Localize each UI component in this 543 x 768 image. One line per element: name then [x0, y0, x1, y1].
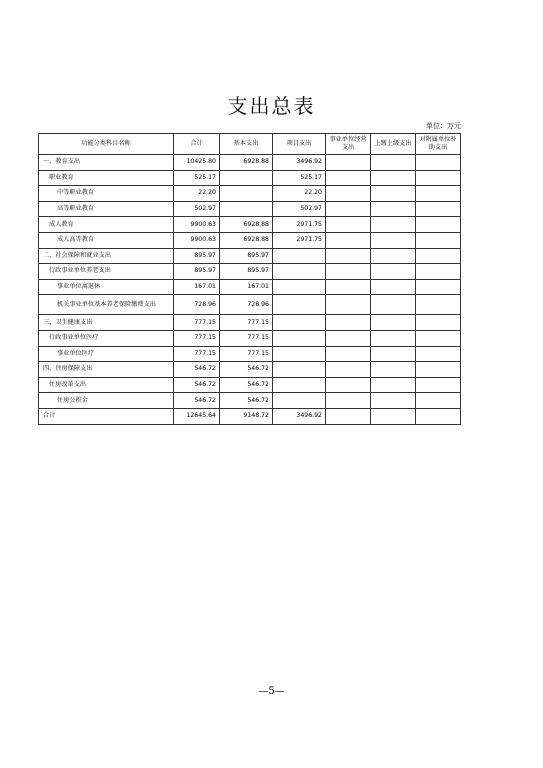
- cell-project: 502.97: [273, 201, 326, 217]
- cell-total: 546.72: [174, 393, 220, 409]
- cell-subsidy: [416, 279, 461, 295]
- cell-remit: [371, 377, 416, 393]
- table-row: [39, 264, 461, 280]
- table-row: [39, 377, 461, 393]
- table-header-row: [39, 134, 461, 155]
- header-total: 合计: [174, 134, 220, 155]
- cell-category: 住房改革支出: [39, 377, 174, 393]
- cell-total: 9900.63: [174, 232, 220, 248]
- cell-subsidy: [416, 315, 461, 331]
- cell-operating: [326, 217, 371, 233]
- cell-remit: [371, 393, 416, 409]
- cell-basic: [220, 201, 273, 217]
- cell-operating: [326, 155, 371, 171]
- header-basic: 基本支出: [220, 134, 273, 155]
- cell-subsidy: [416, 393, 461, 409]
- cell-operating: [326, 248, 371, 264]
- cell-remit: [371, 330, 416, 346]
- cell-subsidy: [416, 346, 461, 362]
- cell-project: [273, 315, 326, 331]
- header-remit: 上缴上级支出: [371, 134, 416, 155]
- cell-operating: [326, 170, 371, 186]
- cell-project: 2971.75: [273, 232, 326, 248]
- table-row: [39, 393, 461, 409]
- cell-project: 3496.92: [273, 155, 326, 171]
- cell-total: 22.20: [174, 186, 220, 202]
- cell-project: [273, 346, 326, 362]
- cell-basic: [220, 170, 273, 186]
- cell-remit: [371, 362, 416, 378]
- cell-total: 546.72: [174, 362, 220, 378]
- cell-subsidy: [416, 248, 461, 264]
- cell-total: 777.15: [174, 330, 220, 346]
- cell-total: 895.97: [174, 264, 220, 280]
- cell-remit: [371, 170, 416, 186]
- cell-total: 502.97: [174, 201, 220, 217]
- cell-remit: [371, 346, 416, 362]
- header-operating: 事业单位经营支出: [326, 134, 371, 155]
- cell-basic: 9148.72: [220, 408, 273, 424]
- cell-basic: [220, 186, 273, 202]
- cell-subsidy: [416, 155, 461, 171]
- cell-operating: [326, 232, 371, 248]
- cell-remit: [371, 201, 416, 217]
- cell-project: 22.20: [273, 186, 326, 202]
- table-row: [39, 232, 461, 248]
- cell-total: 777.15: [174, 346, 220, 362]
- cell-total: 546.72: [174, 377, 220, 393]
- cell-project: [273, 330, 326, 346]
- cell-remit: [371, 295, 416, 315]
- cell-subsidy: [416, 232, 461, 248]
- header-category: 功能分类科目名称: [39, 134, 174, 155]
- cell-project: [273, 362, 326, 378]
- cell-project: [273, 295, 326, 315]
- cell-basic: 167.01: [220, 279, 273, 295]
- cell-basic: 777.15: [220, 346, 273, 362]
- cell-project: 2971.75: [273, 217, 326, 233]
- cell-category: 成人教育: [39, 217, 174, 233]
- table-row: [39, 330, 461, 346]
- cell-subsidy: [416, 264, 461, 280]
- cell-total: 525.17: [174, 170, 220, 186]
- cell-remit: [371, 279, 416, 295]
- cell-subsidy: [416, 217, 461, 233]
- table-row: [39, 170, 461, 186]
- cell-operating: [326, 408, 371, 424]
- cell-total: 9900.63: [174, 217, 220, 233]
- cell-category: 三、卫生健康支出: [39, 315, 174, 331]
- cell-category: 事业单位医疗: [39, 346, 174, 362]
- cell-category: 一、教育支出: [39, 155, 174, 171]
- table-row: [39, 346, 461, 362]
- table-row: [39, 155, 461, 171]
- cell-project: [273, 248, 326, 264]
- cell-category: 中等职业教育: [39, 186, 174, 202]
- cell-category: 合计: [39, 408, 174, 424]
- cell-basic: 546.72: [220, 393, 273, 409]
- cell-category: 高等职业教育: [39, 201, 174, 217]
- cell-operating: [326, 295, 371, 315]
- cell-category: 四、住房保障支出: [39, 362, 174, 378]
- table-row: [39, 279, 461, 295]
- cell-remit: [371, 186, 416, 202]
- cell-total: 167.01: [174, 279, 220, 295]
- cell-category: 住房公积金: [39, 393, 174, 409]
- cell-remit: [371, 155, 416, 171]
- cell-operating: [326, 201, 371, 217]
- cell-project: [273, 279, 326, 295]
- page-number: —5—: [258, 686, 285, 697]
- cell-basic: 546.72: [220, 362, 273, 378]
- cell-subsidy: [416, 201, 461, 217]
- cell-basic: 728.96: [220, 295, 273, 315]
- table-row: [39, 362, 461, 378]
- cell-remit: [371, 264, 416, 280]
- cell-category: 行政事业单位医疗: [39, 330, 174, 346]
- cell-project: 525.17: [273, 170, 326, 186]
- cell-operating: [326, 377, 371, 393]
- table-body: [39, 155, 461, 425]
- cell-basic: 777.15: [220, 315, 273, 331]
- header-project: 项目支出: [273, 134, 326, 155]
- cell-total: 728.96: [174, 295, 220, 315]
- unit-label: 单位：万元: [426, 122, 461, 130]
- cell-operating: [326, 264, 371, 280]
- cell-project: [273, 393, 326, 409]
- cell-operating: [326, 393, 371, 409]
- cell-basic: 895.97: [220, 248, 273, 264]
- table-row: [39, 201, 461, 217]
- cell-basic: 777.15: [220, 330, 273, 346]
- cell-category: 成人高等教育: [39, 232, 174, 248]
- header-subsidy: 对附属单位补助支出: [416, 134, 461, 155]
- cell-remit: [371, 217, 416, 233]
- cell-total: 10425.80: [174, 155, 220, 171]
- cell-category: 二、社会保障和就业支出: [39, 248, 174, 264]
- cell-remit: [371, 232, 416, 248]
- cell-remit: [371, 408, 416, 424]
- cell-total: 12645.64: [174, 408, 220, 424]
- cell-subsidy: [416, 170, 461, 186]
- cell-remit: [371, 248, 416, 264]
- table-row: [39, 217, 461, 233]
- table-row: [39, 408, 461, 424]
- cell-category: 行政事业单位养老支出: [39, 264, 174, 280]
- cell-operating: [326, 362, 371, 378]
- cell-category: 事业单位离退休: [39, 279, 174, 295]
- cell-subsidy: [416, 186, 461, 202]
- cell-subsidy: [416, 408, 461, 424]
- cell-category: 机关事业单位基本养老保险缴费支出: [39, 295, 174, 315]
- cell-category: 职业教育: [39, 170, 174, 186]
- cell-basic: 6928.88: [220, 155, 273, 171]
- cell-project: [273, 377, 326, 393]
- cell-remit: [371, 315, 416, 331]
- cell-project: 3496.92: [273, 408, 326, 424]
- cell-operating: [326, 186, 371, 202]
- cell-operating: [326, 346, 371, 362]
- cell-basic: 6928.88: [220, 232, 273, 248]
- expenditure-table: [38, 133, 461, 425]
- cell-basic: 895.97: [220, 264, 273, 280]
- cell-total: 777.15: [174, 315, 220, 331]
- cell-subsidy: [416, 295, 461, 315]
- cell-basic: 6928.88: [220, 217, 273, 233]
- cell-basic: 546.72: [220, 377, 273, 393]
- table-row: [39, 186, 461, 202]
- page-title: 支出总表: [227, 94, 316, 118]
- table-row: [39, 248, 461, 264]
- cell-subsidy: [416, 330, 461, 346]
- cell-subsidy: [416, 377, 461, 393]
- cell-operating: [326, 279, 371, 295]
- table-row: [39, 295, 461, 315]
- cell-total: 895.97: [174, 248, 220, 264]
- cell-project: [273, 264, 326, 280]
- cell-subsidy: [416, 362, 461, 378]
- cell-operating: [326, 330, 371, 346]
- cell-operating: [326, 315, 371, 331]
- table-row: [39, 315, 461, 331]
